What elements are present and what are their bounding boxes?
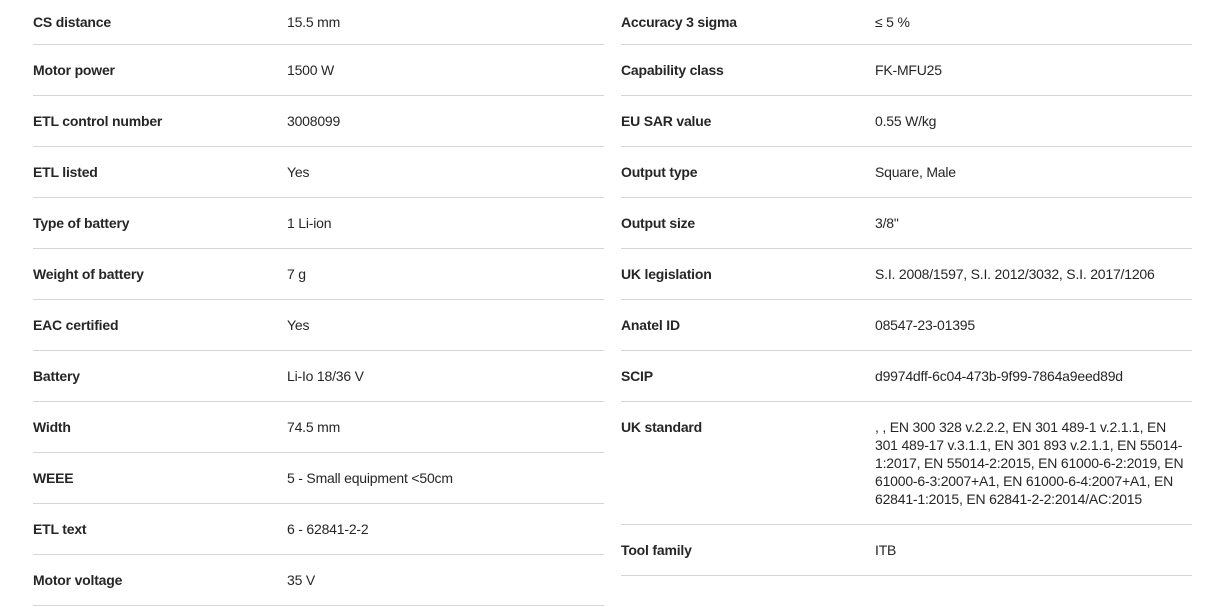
- spec-row-uk-standard: [621, 402, 1192, 525]
- spec-row-output-type: [621, 147, 1192, 198]
- spec-label: CS distance: [33, 14, 111, 30]
- spec-row-scip: [621, 351, 1192, 402]
- spec-value: 1 Li-ion: [287, 215, 332, 231]
- spec-label: WEEE: [33, 470, 74, 486]
- spec-value: 74.5 mm: [287, 419, 341, 435]
- spec-row-weight-of-battery: [33, 249, 604, 300]
- spec-value: 7 g: [287, 266, 306, 282]
- spec-label: Motor voltage: [33, 572, 123, 588]
- spec-label: EU SAR value: [621, 113, 712, 129]
- spec-label: SCIP: [621, 368, 653, 384]
- spec-value: 6 - 62841-2-2: [287, 521, 369, 537]
- spec-row-motor-voltage: [33, 555, 604, 606]
- spec-label: EAC certified: [33, 317, 119, 333]
- spec-value: 08547-23-01395: [875, 317, 975, 333]
- spec-label: Motor power: [33, 62, 115, 78]
- spec-label: UK standard: [621, 419, 703, 435]
- spec-row-uk-legislation: [621, 249, 1192, 300]
- spec-row-weee: [33, 453, 604, 504]
- spec-label: Output size: [621, 215, 696, 231]
- spec-row-width: [33, 402, 604, 453]
- spec-value: 0.55 W/kg: [875, 113, 937, 129]
- spec-row-output-size: [621, 198, 1192, 249]
- spec-value: ITB: [875, 542, 897, 558]
- spec-row-battery: [33, 351, 604, 402]
- spec-value: 15.5 mm: [287, 14, 341, 30]
- spec-row-eu-sar-value: [621, 96, 1192, 147]
- spec-column-right: [621, 0, 1192, 606]
- spec-value: 3/8": [875, 215, 899, 231]
- spec-row-capability-class: [621, 45, 1192, 96]
- spec-row-etl-listed: [33, 147, 604, 198]
- spec-value: 5 - Small equipment <50cm: [287, 470, 453, 486]
- spec-value: 35 V: [287, 572, 315, 588]
- spec-row-accuracy-3-sigma: [621, 0, 1192, 45]
- spec-label: Capability class: [621, 62, 724, 78]
- spec-label: Anatel ID: [621, 317, 680, 333]
- spec-value: S.I. 2008/1597, S.I. 2012/3032, S.I. 2017/1206: [875, 266, 1155, 282]
- spec-label: Weight of battery: [33, 266, 144, 282]
- spec-value: 3008099: [287, 113, 341, 129]
- spec-label: Battery: [33, 368, 80, 384]
- spec-row-motor-power: [33, 45, 604, 96]
- spec-label: UK legislation: [621, 266, 712, 282]
- spec-label: Tool family: [621, 542, 692, 558]
- spec-value: d9974dff-6c04-473b-9f99-7864a9eed89d: [875, 368, 1123, 384]
- spec-row-anatel-id: [621, 300, 1192, 351]
- spec-row-etl-control-number: [33, 96, 604, 147]
- spec-value: , , EN 300 328 v.2.2.2, EN 301 489-1 v.2.1.1, EN 301 489-17 v.3.1.1, EN 301 893 v.2.1.1, EN 55014-1:2017, EN 55014-2:2015, EN 61000-6-2:2019, EN 61000-6-3:2007+A1, EN 61000-6-4:2007+A1, EN 62841-1:2015, EN 62841-2-2:2014/AC:2015: [875, 419, 1184, 507]
- spec-label: Output type: [621, 164, 698, 180]
- spec-value: Square, Male: [875, 164, 956, 180]
- spec-value: FK-MFU25: [875, 62, 942, 78]
- spec-row-type-of-battery: [33, 198, 604, 249]
- spec-label: Width: [33, 419, 71, 435]
- spec-row-eac-certified: [33, 300, 604, 351]
- spec-label: ETL control number: [33, 113, 163, 129]
- spec-value: Li-Io 18/36 V: [287, 368, 364, 384]
- spec-value: Yes: [287, 317, 310, 333]
- spec-value: Yes: [287, 164, 310, 180]
- spec-value: 1500 W: [287, 62, 335, 78]
- spec-label: Accuracy 3 sigma: [621, 14, 737, 30]
- spec-label: Type of battery: [33, 215, 130, 231]
- spec-label: ETL listed: [33, 164, 98, 180]
- spec-row-tool-family: [621, 525, 1192, 576]
- spec-row-etl-text: [33, 504, 604, 555]
- spec-label: ETL text: [33, 521, 87, 537]
- spec-row-cs-distance: [33, 0, 604, 45]
- spec-value: ≤ 5 %: [875, 14, 910, 30]
- spec-column-left: [33, 0, 604, 606]
